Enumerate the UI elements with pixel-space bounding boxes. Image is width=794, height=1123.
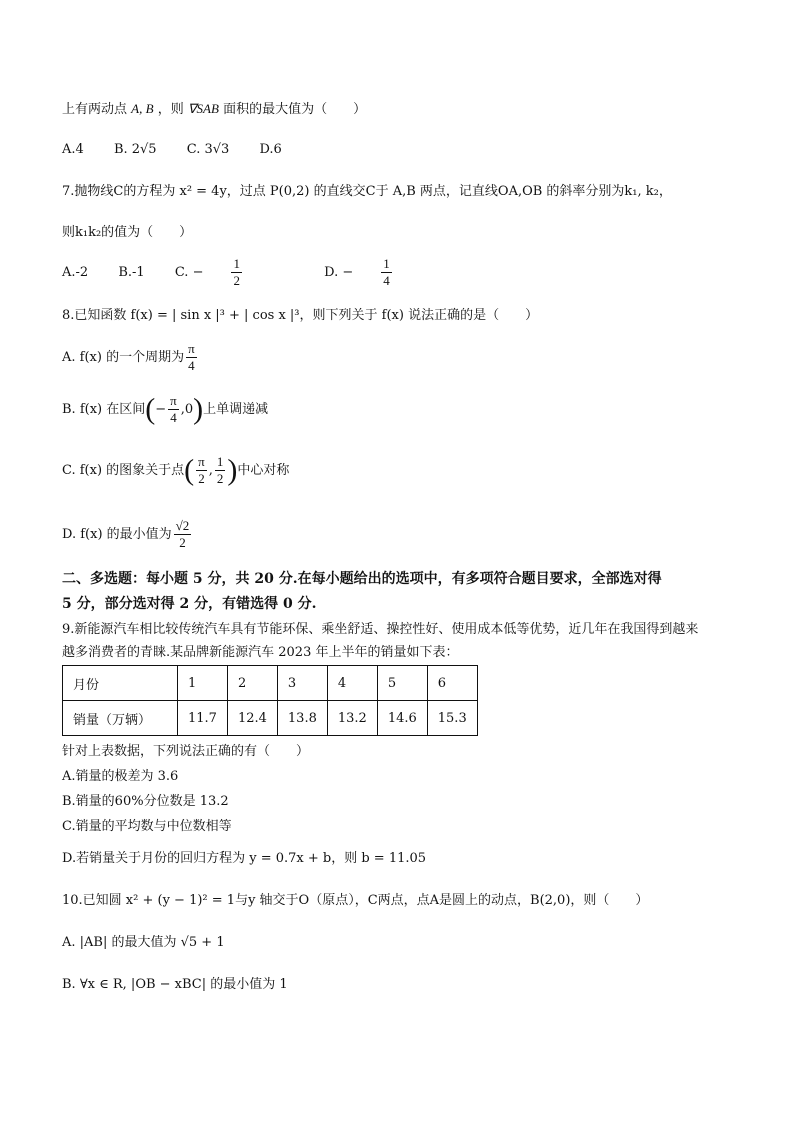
table-cell: 1 [178, 666, 228, 701]
q9-stem-line2: 越多消费者的青睐.某品牌新能源汽车 2023 年上半年的销量如下表： [62, 645, 459, 660]
table-cell: 13.8 [277, 701, 327, 736]
q6-options [62, 140, 308, 160]
q9-option-b: B.销量的60%分位数是 13.2 [62, 794, 229, 809]
q7-option-d: D. − $\frac{1}{4}$ [324, 256, 390, 288]
table-header-sales: 销量（万辆） [63, 701, 178, 736]
table-cell: 12.4 [227, 701, 277, 736]
table-cell: 4 [327, 666, 377, 701]
table-row [63, 666, 478, 701]
q7-stem: 7.抛物线C的方程为 x² = 4y，过点 P(0,2) 的直线交C于 A,B 两点，记直线OA,OB 的斜率分别为k₁, k₂， [62, 184, 672, 199]
table-cell: 13.2 [327, 701, 377, 736]
q9-option-a: A.销量的极差为 3.6 [62, 769, 179, 784]
table-cell: 6 [427, 666, 477, 701]
table-cell: 15.3 [427, 701, 477, 736]
q6-stem-points: A, B [131, 101, 154, 116]
q6-option-a: A.4 [62, 142, 84, 157]
q8-option-d: D. f(x) 的最小值为 $\frac{√2}{2}$ [62, 518, 190, 550]
table-cell: 2 [227, 666, 277, 701]
q10-option-b: B. ∀x ∈ R, |OB − xBC| 的最小值为 1 [62, 977, 288, 992]
q7-stem-line2: 则k₁k₂的值为（ ） [62, 225, 193, 240]
q10-option-a: A. |AB| 的最大值为 √5 + 1 [62, 935, 225, 950]
q8-stem: 8.已知函数 f(x) = | sin x |³ + | cos x |³，则下列关于 f(x) 说法正确的是（ ） [62, 308, 539, 323]
table-header-month: 月份 [63, 666, 178, 701]
q6-option-c: C. 3√3 [186, 142, 230, 157]
q6-stem [62, 99, 366, 120]
q7-options [62, 256, 470, 290]
table-cell: 5 [377, 666, 427, 701]
q9-prompt: 针对上表数据，下列说法正确的有（ ） [62, 744, 310, 759]
table-cell: 14.6 [377, 701, 427, 736]
q6-stem-text-a: 上有两动点 [62, 102, 128, 117]
q9-option-d: D.若销量关于月份的回归方程为 y = 0.7x + b，则 b = 11.05 [62, 851, 427, 866]
q6-stem-text-b: ，则 [157, 102, 184, 117]
q6-option-b: B. 2√5 [113, 142, 157, 157]
sales-table [62, 665, 478, 736]
section2-heading-line2: 5 分，部分选对得 2 分，有错选得 0 分. [62, 596, 317, 612]
q7-option-a: A.-2 [62, 265, 89, 280]
q8-option-a: A. f(x) 的一个周期为 $\frac{\pi}{4}$ [62, 341, 195, 373]
q6-stem-text-c: 面积的最大值为（ ） [223, 102, 367, 117]
table-row [63, 701, 478, 736]
q8-option-b: B. f(x) 在区间(− $\frac{\pi}{4}$ ,0)上单调递减 [62, 392, 269, 426]
q6-option-d: D.6 [259, 142, 282, 157]
section2-heading: 二、多选题：每小题 5 分，共 20 分.在每小题给出的选项中，有多项符合题目要求，全部选对得 [62, 571, 662, 587]
table-cell: 11.7 [178, 701, 228, 736]
q10-stem: 10.已知圆 x² + (y − 1)² = 1与y 轴交于O（原点），C两点，点A是圆上的动点，B(2,0)，则（ ） [62, 893, 649, 908]
q8-option-c: C. f(x) 的图象关于点( $\frac{\pi}{2}$ , $\frac{1}{2}$ )中心对称 [62, 453, 290, 487]
q7-option-b: B.-1 [118, 265, 145, 280]
q7-option-c: C. − $\frac{1}{2}$ [174, 256, 240, 288]
table-cell: 3 [277, 666, 327, 701]
q6-stem-triangle: ∇SAB [187, 101, 219, 116]
q9-option-c: C.销量的平均数与中位数相等 [62, 819, 232, 834]
q9-stem: 9.新能源汽车相比较传统汽车具有节能环保、乘坐舒适、操控性好、使用成本低等优势，近几年在我国得到越来 [62, 622, 699, 637]
